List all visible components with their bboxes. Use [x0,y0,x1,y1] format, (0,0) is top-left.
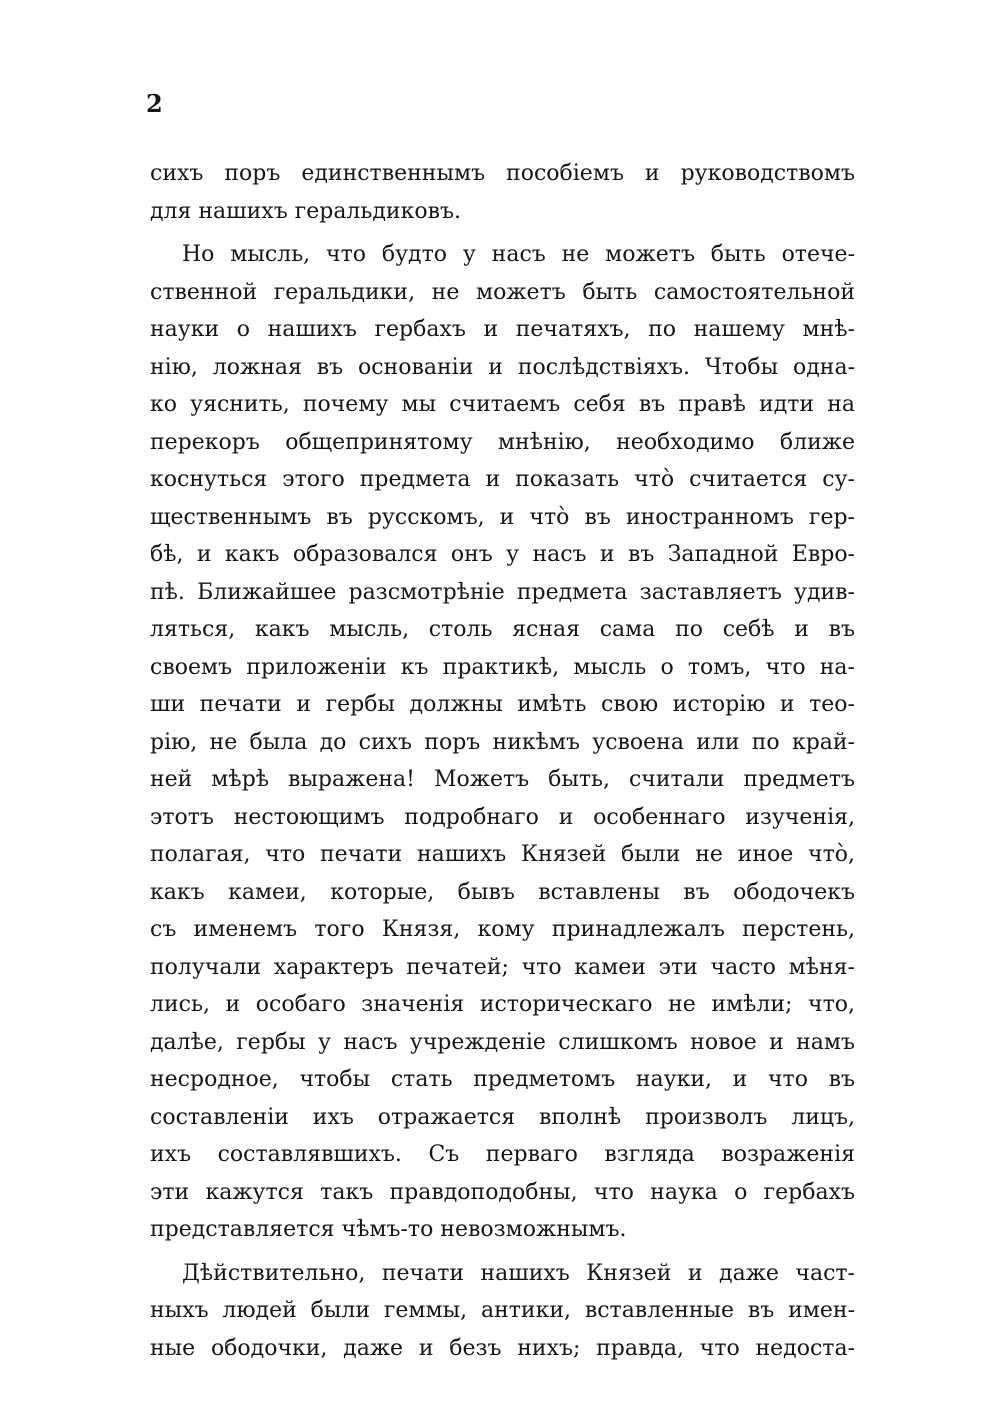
text-line: рію, не была до сихъ поръ никѣмъ усвоена или по край- [150,729,855,755]
paragraph-continuation [150,155,855,230]
text-line: этотъ нестоющимъ подробнаго и особеннаго изученія, [150,804,855,830]
text-line: ственной геральдики, не можетъ быть самостоятельной [150,279,855,305]
text-line: науки о нашихъ гербахъ и печатяхъ, по нашему мнѣ- [150,317,855,342]
text-line: составленіи ихъ отражается вполнѣ произволъ лицъ, [150,1104,855,1130]
text-line: ные ободочки, даже и безъ нихъ; правда, что недоста- [150,1335,855,1361]
text-line: пѣ. Ближайшее разсмотрѣніе предмета заставляетъ удив- [150,579,855,605]
text-line: Дѣйствительно, печати нашихъ Князей и даже част- [182,1260,855,1286]
paragraph-final [150,1255,855,1368]
text-line: эти кажутся такъ правдоподобны, что наука о гербахъ [150,1179,855,1205]
text-line: ней мѣрѣ выражена! Можетъ быть, считали предметъ [150,767,855,792]
text-line: полагая, что печати нашихъ Князей были не иное что̀, [150,842,855,867]
text-line: сихъ поръ единственнымъ пособіемъ и руководствомъ [150,161,855,186]
text-line: Но мысль, что будто у насъ не можетъ быть отече- [182,242,855,267]
text-line: лись, и особаго значенія историческаго не имѣли; что, [150,992,855,1017]
text-line: щественнымъ въ русскомъ, и что̀ въ иностранномъ гер- [150,504,855,530]
text-line: представляется чѣмъ-то невозможнымъ. [150,1217,627,1242]
text-line: ко уяснить, почему мы считаемъ себя въ правѣ идти на [150,392,855,417]
text-line: нію, ложная въ основаніи и послѣдствіяхъ. Чтобы одна- [150,354,855,380]
text-line: коснуться этого предмета и показать что̀ считается су- [150,467,855,492]
text-line: перекоръ общепринятому мнѣнію, необходимо ближе [150,429,855,455]
text-line: несродное, чтобы стать предметомъ науки, и что въ [150,1067,855,1092]
text-line: для нашихъ геральдиковъ. [150,198,461,224]
text-line: ихъ составлявшихъ. Съ перваго взгляда возраженія [150,1142,855,1167]
paragraph-main [150,236,855,1249]
text-line: далѣе, гербы у насъ учрежденіе слишкомъ новое и намъ [150,1029,855,1055]
text-line: какъ камеи, которые, бывъ вставлены въ ободочекъ [150,879,855,905]
text-line: ляться, какъ мысль, столь ясная сама по себѣ и въ [150,617,855,642]
body-text [150,155,855,1367]
text-line: ши печати и гербы должны имѣть свою исторію и тео- [150,692,855,717]
text-line: своемъ приложеніи къ практикѣ, мысль о томъ, что на- [150,654,855,680]
text-line: бѣ, и какъ образовался онъ у насъ и въ Западной Евро- [150,542,855,567]
text-line: съ именемъ того Князя, кому принадлежалъ перстень, [150,917,855,942]
text-line: получали характеръ печатей; что камеи эти часто мѣня- [150,954,855,980]
page-number: 2 [146,89,163,118]
text-line: ныхъ людей были геммы, антики, вставленные въ имен- [150,1298,855,1323]
